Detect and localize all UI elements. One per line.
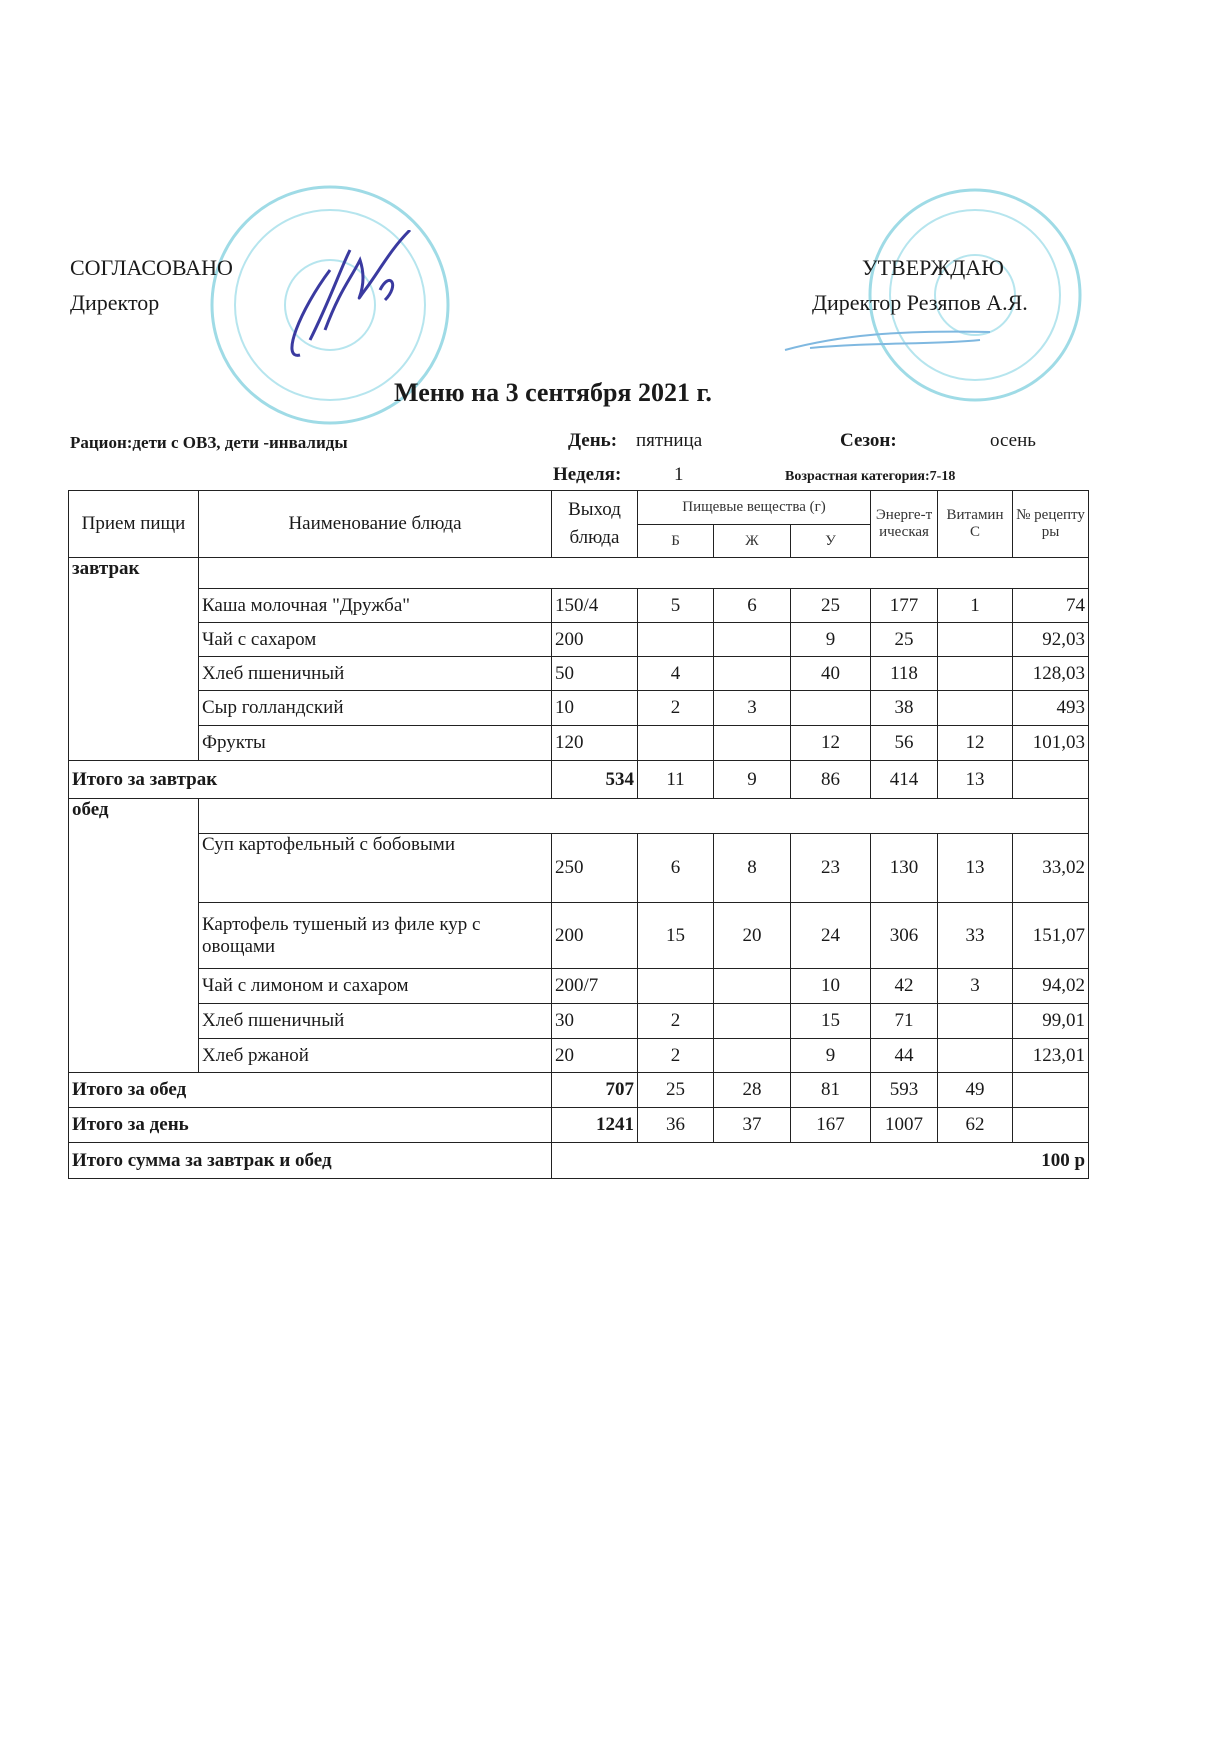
header-vitamin: Витамин С [938,491,1013,558]
dish-energy: 25 [871,623,938,657]
dish-zh [714,726,791,761]
total-recipe-empty [1013,1073,1089,1108]
header-energy: Энерге-тическая [871,491,938,558]
signature-right [780,320,1000,360]
dish-vit: 33 [938,903,1013,969]
dish-name: Фрукты [199,726,552,761]
section-row [69,558,1089,589]
dish-u: 12 [791,726,871,761]
dish-zh [714,1004,791,1039]
dish-energy: 177 [871,589,938,623]
dish-zh: 3 [714,691,791,726]
day-total-u: 167 [791,1108,871,1143]
total-vit: 49 [938,1073,1013,1108]
dish-u: 10 [791,969,871,1004]
dish-u: 9 [791,623,871,657]
dish-b [638,623,714,657]
dish-u [791,691,871,726]
header-zh: Ж [714,525,791,558]
approval-right-title: УТВЕРЖДАЮ [862,255,1004,280]
dish-recipe: 74 [1013,589,1089,623]
total-b: 25 [638,1073,714,1108]
dish-energy: 130 [871,834,938,903]
season-value: осень [990,430,1036,451]
day-value: пятница [636,430,703,451]
total-u: 81 [791,1073,871,1108]
dish-recipe: 33,02 [1013,834,1089,903]
dish-name: Хлеб ржаной [199,1039,552,1073]
dish-vit [938,657,1013,691]
dish-vit: 13 [938,834,1013,903]
season-label: Сезон: [840,430,897,451]
table-row [69,623,1089,657]
dish-vit [938,1004,1013,1039]
dish-name: Каша молочная "Дружба" [199,589,552,623]
dish-b [638,726,714,761]
page-title: Меню на 3 сентября 2021 г. [394,378,712,407]
dish-b: 5 [638,589,714,623]
dish-energy: 44 [871,1039,938,1073]
dish-vit: 1 [938,589,1013,623]
total-yield: 707 [552,1073,638,1108]
day-total-yield: 1241 [552,1108,638,1143]
dish-recipe: 493 [1013,691,1089,726]
header-u: У [791,525,871,558]
dish-u: 23 [791,834,871,903]
approval-left-title: СОГЛАСОВАНО [70,255,233,280]
dish-vit [938,623,1013,657]
dish-u: 25 [791,589,871,623]
header-recipe: № рецептуры [1013,491,1089,558]
dish-zh [714,623,791,657]
dish-energy: 118 [871,657,938,691]
day-total-vit: 62 [938,1108,1013,1143]
dish-b: 2 [638,691,714,726]
total-energy: 414 [871,761,938,799]
table-row [69,1039,1089,1073]
total-row [69,1073,1089,1108]
dish-zh: 8 [714,834,791,903]
dish-u: 40 [791,657,871,691]
approval-left-role: Директор [70,290,160,315]
dish-yield: 30 [552,1004,638,1039]
dish-recipe: 101,03 [1013,726,1089,761]
week-value: 1 [674,464,684,485]
header-nutrients: Пищевые вещества (г) [638,491,871,525]
total-u: 86 [791,761,871,799]
dish-energy: 306 [871,903,938,969]
dish-yield: 120 [552,726,638,761]
table-row [69,691,1089,726]
dish-zh [714,969,791,1004]
dish-yield: 50 [552,657,638,691]
dish-recipe: 94,02 [1013,969,1089,1004]
day-total-label: Итого за день [69,1108,552,1143]
dish-name: Чай с лимоном и сахаром [199,969,552,1004]
table-row [69,1004,1089,1039]
dish-b [638,969,714,1004]
dish-name: Картофель тушеный из филе кур с овощами [199,903,552,969]
dish-name: Чай с сахаром [199,623,552,657]
total-label: Итого за завтрак [69,761,552,799]
total-vit: 13 [938,761,1013,799]
dish-energy: 56 [871,726,938,761]
dish-vit: 12 [938,726,1013,761]
table-row [69,834,1089,903]
total-recipe-empty [1013,761,1089,799]
table-row [69,969,1089,1004]
dish-b: 2 [638,1039,714,1073]
age-category: Возрастная категория:7-18 [785,469,956,484]
dish-name: Суп картофельный с бобовыми [199,834,552,903]
week-label: Неделя: [553,464,622,485]
dish-recipe: 123,01 [1013,1039,1089,1073]
dish-vit [938,1039,1013,1073]
day-label: День: [568,430,618,451]
dish-yield: 250 [552,834,638,903]
dish-energy: 38 [871,691,938,726]
dish-zh [714,657,791,691]
header-b: Б [638,525,714,558]
total-row [69,761,1089,799]
dish-u: 9 [791,1039,871,1073]
table-row [69,657,1089,691]
total-zh: 9 [714,761,791,799]
dish-u: 15 [791,1004,871,1039]
table-row [69,903,1089,969]
dish-yield: 200 [552,903,638,969]
section-name: обед [69,799,199,1073]
dish-b: 4 [638,657,714,691]
sum-total-row [69,1143,1089,1179]
total-yield: 534 [552,761,638,799]
day-total-b: 36 [638,1108,714,1143]
menu-table [68,490,1089,1179]
dish-recipe: 92,03 [1013,623,1089,657]
section-empty [199,558,1089,589]
dish-yield: 200/7 [552,969,638,1004]
dish-b: 2 [638,1004,714,1039]
dish-name: Сыр голландский [199,691,552,726]
table-row [69,726,1089,761]
day-total-recipe-empty [1013,1108,1089,1143]
dish-zh: 20 [714,903,791,969]
dish-energy: 71 [871,1004,938,1039]
dish-b: 6 [638,834,714,903]
day-total-row [69,1108,1089,1143]
dish-yield: 200 [552,623,638,657]
signature-left [270,230,420,370]
ration-label: Рацион:дети с ОВЗ, дети -инвалиды [70,433,348,452]
dish-recipe: 151,07 [1013,903,1089,969]
day-total-energy: 1007 [871,1108,938,1143]
section-row [69,799,1089,834]
section-name: завтрак [69,558,199,761]
dish-name: Хлеб пшеничный [199,657,552,691]
dish-yield: 150/4 [552,589,638,623]
table-row [69,589,1089,623]
dish-recipe: 99,01 [1013,1004,1089,1039]
total-energy: 593 [871,1073,938,1108]
dish-yield: 10 [552,691,638,726]
dish-name: Хлеб пшеничный [199,1004,552,1039]
dish-u: 24 [791,903,871,969]
dish-energy: 42 [871,969,938,1004]
dish-vit: 3 [938,969,1013,1004]
approval-right-role: Директор Резяпов А.Я. [812,290,1028,315]
sum-total-label: Итого сумма за завтрак и обед [69,1143,552,1179]
total-label: Итого за обед [69,1073,552,1108]
header-yield: Выход блюда [552,491,638,558]
dish-zh [714,1039,791,1073]
day-total-zh: 37 [714,1108,791,1143]
total-zh: 28 [714,1073,791,1108]
dish-recipe: 128,03 [1013,657,1089,691]
dish-vit [938,691,1013,726]
header-dish: Наименование блюда [199,491,552,558]
dish-zh: 6 [714,589,791,623]
dish-yield: 20 [552,1039,638,1073]
sum-total-value: 100 р [552,1143,1089,1179]
section-empty [199,799,1089,834]
header-meal: Прием пищи [69,491,199,558]
total-b: 11 [638,761,714,799]
dish-b: 15 [638,903,714,969]
